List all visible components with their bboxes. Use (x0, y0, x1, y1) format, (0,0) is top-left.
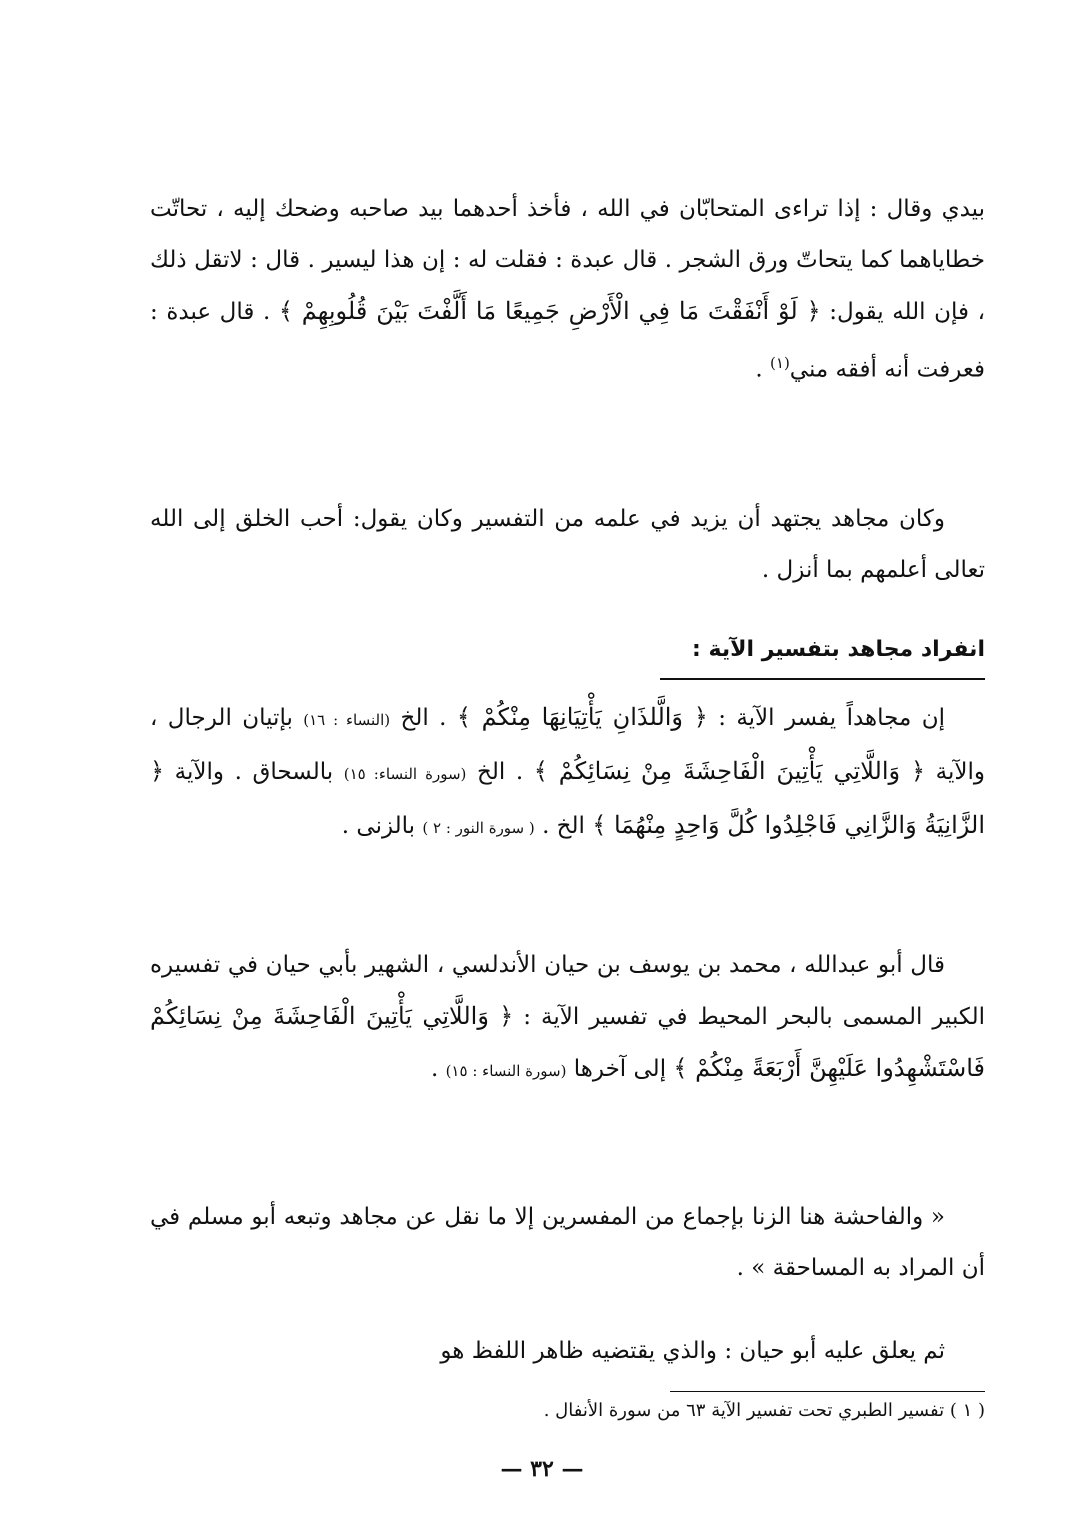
etc-1: . الخ (400, 705, 447, 731)
paragraph-mujahid-interpretation (150, 692, 985, 854)
quran-verse-nisa-16: ﴿ وَالَّلذَانِ يَأْتِيَانِهَا مِنْكُمْ ﴾ (456, 703, 708, 731)
abu-hayyan-line-4: إلى آخرها (573, 1056, 667, 1082)
hadith-line-4-tail: . قال عبدة : (150, 299, 271, 325)
reference-nisa-15-b: (سورة النساء : ١٥) (445, 1062, 567, 1080)
interpretation-text-3: بالسحاق . والآية (174, 759, 334, 785)
paragraph-comment (150, 1326, 985, 1377)
interpretation-intro: إن مجاهداً يفسر الآية : (718, 705, 946, 731)
quran-verse-nisa-15: ﴿ وَاللَّاتِي يَأْتِينَ الْفَاحِشَةَ مِنْ نِسَائِكُمْ ﴾ (533, 757, 926, 785)
interpretation-text-2: بإتيان الرجال ، والآية (150, 705, 986, 785)
footnote: ( ١ ) تفسير الطبري تحت تفسير الآية ٦٣ من سورة الأنفال . (543, 1400, 985, 1421)
hadith-line-2: وضحك إليه ، تحاتّت خطاياهما كما يتحاتّ ورق الشجر . قال (150, 196, 985, 273)
paragraph-abu-hayyan (150, 940, 985, 1097)
abu-hayyan-end: . (430, 1056, 439, 1082)
reference-nisa-15: (سورة النساء: ١٥) (343, 765, 467, 783)
mujahid-line-1: وكان مجاهد يجتهد أن يزيد في علمه من التفسير وكان يقول: (352, 506, 945, 532)
section-heading (660, 628, 985, 680)
quotation-line-1: « والفاحشة هنا الزنا بإجماع من المفسرين إلا ما نقل عن مجاهد (339, 1204, 946, 1230)
quotation-line-2: وتبعه أبو مسلم في أن المراد به المساحقة » . (150, 1204, 985, 1281)
footnote-divider (670, 1391, 985, 1392)
quran-verse-anfal: ﴿ لَوْ أَنْفَقْتَ مَا فِي الْأَرْضِ جَمِيعًا مَا أَلَّفْتَ بَيْنَ قُلُوبِهِمْ ﴾ (278, 297, 821, 325)
hadith-line-1: بيدي وقال : إذا تراءى المتحابّان في الله ، فأخذ أحدهما بيد صاحبه (348, 196, 985, 222)
paragraph-mujahid-effort (150, 494, 985, 596)
footnote-reference: (١) (770, 354, 790, 372)
reference-nur-2: ( سورة النور : ٢ ) (422, 819, 535, 837)
abu-hayyan-line-1: قال أبو عبدالله ، محمد بن يوسف بن حيان الأندلسي ، الشهير بأبي (318, 952, 945, 978)
etc-3: الخ . (542, 813, 585, 839)
section-title: انفراد مجاهد بتفسير الآية : (692, 637, 985, 662)
paragraph-quotation (150, 1192, 985, 1294)
hadith-line-5: فعرفت أنه أفقه مني (789, 356, 985, 383)
interpretation-text-4: بالزنى . (341, 813, 416, 839)
mujahid-line-2: أحب الخلق إلى الله تعالى أعلمهم بما أنزل . (150, 506, 985, 583)
quran-verse-nur-2: ﴿ الزَّانِيَةُ وَالزَّانِي فَاجْلِدُوا كُلَّ وَاحِدٍ مِنْهُمَا ﴾ (150, 757, 985, 839)
quran-verse-nisa-15-full: ﴿ وَاللَّاتِي يَأْتِينَ الْفَاحِشَةَ مِنْ نِسَائِكُمْ فَاسْتَشْهِدُوا عَلَيْهِنَّ أَرْبَعَةً مِنْكُمْ ﴾ (150, 1002, 985, 1082)
abu-hayyan-line-2: حيان في تفسيره الكبير المسمى بالبحر المحيط في تفسير الآية : (150, 952, 986, 1030)
etc-2: . الخ (477, 759, 524, 785)
comment-line-1: ثم يعلق عليه أبو حيان : والذي يقتضيه ظاهر اللفظ هو (440, 1338, 945, 1364)
paragraph-friendship-hadith (150, 184, 985, 396)
hadith-end: . (755, 356, 763, 383)
heading-underline (660, 678, 985, 680)
page-number: — ٣٢ — (500, 1456, 584, 1482)
hadith-line-3: عبدة : فقلت له : إن هذا ليسير . قال : لاتقل ذلك ، فإن الله يقول: (150, 247, 986, 325)
reference-nisa-16: (النساء : ١٦) (303, 711, 391, 729)
